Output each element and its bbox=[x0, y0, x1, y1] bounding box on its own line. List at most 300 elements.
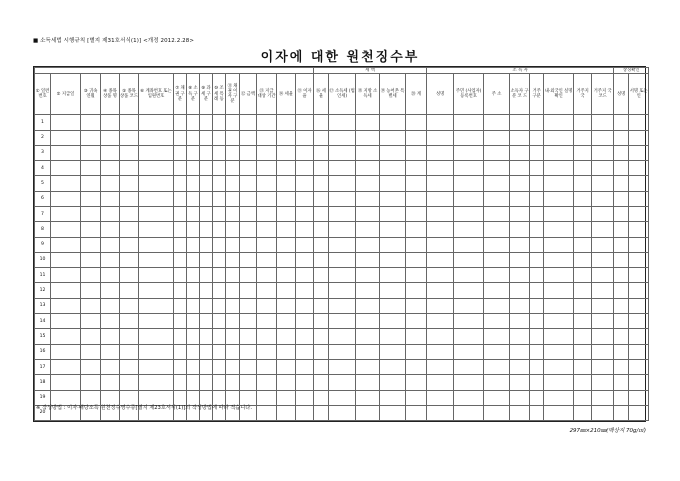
entry-cell[interactable] bbox=[356, 390, 380, 405]
entry-cell[interactable] bbox=[454, 191, 484, 206]
entry-cell[interactable] bbox=[81, 283, 101, 298]
entry-cell[interactable] bbox=[120, 359, 139, 374]
entry-cell[interactable] bbox=[329, 375, 356, 390]
entry-cell[interactable] bbox=[120, 130, 139, 145]
entry-cell[interactable] bbox=[510, 359, 530, 374]
entry-cell[interactable] bbox=[240, 329, 257, 344]
entry-cell[interactable] bbox=[592, 268, 614, 283]
entry-cell[interactable] bbox=[51, 222, 81, 237]
entry-cell[interactable] bbox=[510, 222, 530, 237]
entry-cell[interactable] bbox=[200, 206, 213, 221]
entry-cell[interactable] bbox=[257, 283, 277, 298]
entry-cell[interactable] bbox=[592, 115, 614, 130]
entry-cell[interactable] bbox=[81, 268, 101, 283]
entry-cell[interactable] bbox=[406, 161, 427, 176]
entry-cell[interactable] bbox=[380, 298, 406, 313]
entry-cell[interactable] bbox=[139, 268, 174, 283]
entry-cell[interactable] bbox=[614, 115, 629, 130]
entry-cell[interactable] bbox=[101, 344, 120, 359]
entry-cell[interactable] bbox=[406, 130, 427, 145]
entry-cell[interactable] bbox=[427, 222, 454, 237]
entry-cell[interactable] bbox=[380, 314, 406, 329]
entry-cell[interactable] bbox=[240, 115, 257, 130]
entry-cell[interactable] bbox=[277, 390, 296, 405]
entry-cell[interactable] bbox=[101, 237, 120, 252]
entry-cell[interactable] bbox=[240, 268, 257, 283]
entry-cell[interactable] bbox=[510, 145, 530, 160]
entry-cell[interactable] bbox=[277, 161, 296, 176]
entry-cell[interactable] bbox=[406, 405, 427, 420]
entry-cell[interactable] bbox=[240, 298, 257, 313]
entry-cell[interactable] bbox=[510, 176, 530, 191]
entry-cell[interactable] bbox=[187, 206, 200, 221]
entry-cell[interactable] bbox=[277, 145, 296, 160]
entry-cell[interactable] bbox=[277, 314, 296, 329]
entry-cell[interactable] bbox=[213, 222, 226, 237]
entry-cell[interactable] bbox=[356, 268, 380, 283]
entry-cell[interactable] bbox=[51, 329, 81, 344]
entry-cell[interactable] bbox=[329, 314, 356, 329]
entry-cell[interactable] bbox=[406, 375, 427, 390]
entry-cell[interactable] bbox=[240, 314, 257, 329]
entry-cell[interactable] bbox=[296, 405, 314, 420]
entry-cell[interactable] bbox=[484, 145, 510, 160]
entry-cell[interactable] bbox=[530, 237, 544, 252]
entry-cell[interactable] bbox=[277, 405, 296, 420]
entry-cell[interactable] bbox=[530, 222, 544, 237]
entry-cell[interactable] bbox=[406, 252, 427, 267]
entry-cell[interactable] bbox=[296, 161, 314, 176]
entry-cell[interactable] bbox=[187, 222, 200, 237]
entry-cell[interactable] bbox=[314, 298, 329, 313]
entry-cell[interactable] bbox=[51, 359, 81, 374]
entry-cell[interactable] bbox=[484, 298, 510, 313]
entry-cell[interactable] bbox=[329, 130, 356, 145]
entry-cell[interactable] bbox=[187, 298, 200, 313]
entry-cell[interactable] bbox=[614, 130, 629, 145]
entry-cell[interactable] bbox=[187, 130, 200, 145]
entry-cell[interactable] bbox=[296, 176, 314, 191]
entry-cell[interactable] bbox=[296, 329, 314, 344]
entry-cell[interactable] bbox=[240, 176, 257, 191]
entry-cell[interactable] bbox=[454, 329, 484, 344]
entry-cell[interactable] bbox=[174, 329, 187, 344]
entry-cell[interactable] bbox=[187, 115, 200, 130]
entry-cell[interactable] bbox=[427, 252, 454, 267]
entry-cell[interactable] bbox=[296, 298, 314, 313]
entry-cell[interactable] bbox=[240, 375, 257, 390]
entry-cell[interactable] bbox=[51, 252, 81, 267]
entry-cell[interactable] bbox=[174, 222, 187, 237]
entry-cell[interactable] bbox=[530, 145, 544, 160]
entry-cell[interactable] bbox=[213, 145, 226, 160]
entry-cell[interactable] bbox=[314, 283, 329, 298]
entry-cell[interactable] bbox=[614, 206, 629, 221]
entry-cell[interactable] bbox=[380, 390, 406, 405]
entry-cell[interactable] bbox=[277, 176, 296, 191]
entry-cell[interactable] bbox=[454, 283, 484, 298]
entry-cell[interactable] bbox=[574, 115, 592, 130]
entry-cell[interactable] bbox=[592, 405, 614, 420]
entry-cell[interactable] bbox=[592, 161, 614, 176]
entry-cell[interactable] bbox=[101, 252, 120, 267]
entry-cell[interactable] bbox=[240, 222, 257, 237]
entry-cell[interactable] bbox=[139, 298, 174, 313]
entry-cell[interactable] bbox=[314, 145, 329, 160]
entry-cell[interactable] bbox=[574, 176, 592, 191]
entry-cell[interactable] bbox=[240, 206, 257, 221]
entry-cell[interactable] bbox=[329, 237, 356, 252]
entry-cell[interactable] bbox=[484, 252, 510, 267]
entry-cell[interactable] bbox=[356, 359, 380, 374]
entry-cell[interactable] bbox=[574, 161, 592, 176]
entry-cell[interactable] bbox=[296, 344, 314, 359]
entry-cell[interactable] bbox=[226, 237, 240, 252]
entry-cell[interactable] bbox=[81, 375, 101, 390]
entry-cell[interactable] bbox=[629, 206, 649, 221]
entry-cell[interactable] bbox=[454, 145, 484, 160]
entry-cell[interactable] bbox=[614, 283, 629, 298]
entry-cell[interactable] bbox=[592, 222, 614, 237]
entry-cell[interactable] bbox=[314, 314, 329, 329]
entry-cell[interactable] bbox=[329, 298, 356, 313]
entry-cell[interactable] bbox=[592, 390, 614, 405]
entry-cell[interactable] bbox=[213, 115, 226, 130]
entry-cell[interactable] bbox=[484, 161, 510, 176]
entry-cell[interactable] bbox=[484, 405, 510, 420]
entry-cell[interactable] bbox=[427, 161, 454, 176]
entry-cell[interactable] bbox=[574, 344, 592, 359]
entry-cell[interactable] bbox=[427, 115, 454, 130]
entry-cell[interactable] bbox=[544, 161, 574, 176]
entry-cell[interactable] bbox=[530, 268, 544, 283]
entry-cell[interactable] bbox=[314, 115, 329, 130]
entry-cell[interactable] bbox=[427, 390, 454, 405]
entry-cell[interactable] bbox=[629, 359, 649, 374]
entry-cell[interactable] bbox=[314, 176, 329, 191]
entry-cell[interactable] bbox=[213, 329, 226, 344]
entry-cell[interactable] bbox=[544, 390, 574, 405]
entry-cell[interactable] bbox=[574, 298, 592, 313]
entry-cell[interactable] bbox=[200, 268, 213, 283]
entry-cell[interactable] bbox=[257, 314, 277, 329]
entry-cell[interactable] bbox=[614, 390, 629, 405]
entry-cell[interactable] bbox=[329, 390, 356, 405]
entry-cell[interactable] bbox=[81, 314, 101, 329]
entry-cell[interactable] bbox=[226, 191, 240, 206]
entry-cell[interactable] bbox=[614, 252, 629, 267]
entry-cell[interactable] bbox=[592, 298, 614, 313]
entry-cell[interactable] bbox=[329, 176, 356, 191]
entry-cell[interactable] bbox=[296, 283, 314, 298]
entry-cell[interactable] bbox=[454, 390, 484, 405]
entry-cell[interactable] bbox=[174, 237, 187, 252]
entry-cell[interactable] bbox=[380, 237, 406, 252]
entry-cell[interactable] bbox=[81, 161, 101, 176]
entry-cell[interactable] bbox=[101, 329, 120, 344]
entry-cell[interactable] bbox=[510, 206, 530, 221]
entry-cell[interactable] bbox=[213, 283, 226, 298]
entry-cell[interactable] bbox=[101, 206, 120, 221]
entry-cell[interactable] bbox=[629, 375, 649, 390]
entry-cell[interactable] bbox=[530, 390, 544, 405]
entry-cell[interactable] bbox=[277, 237, 296, 252]
entry-cell[interactable] bbox=[380, 375, 406, 390]
entry-cell[interactable] bbox=[120, 344, 139, 359]
entry-cell[interactable] bbox=[406, 206, 427, 221]
entry-cell[interactable] bbox=[629, 283, 649, 298]
entry-cell[interactable] bbox=[187, 283, 200, 298]
entry-cell[interactable] bbox=[200, 115, 213, 130]
entry-cell[interactable] bbox=[101, 359, 120, 374]
entry-cell[interactable] bbox=[277, 298, 296, 313]
entry-cell[interactable] bbox=[174, 298, 187, 313]
entry-cell[interactable] bbox=[81, 115, 101, 130]
entry-cell[interactable] bbox=[530, 344, 544, 359]
entry-cell[interactable] bbox=[614, 191, 629, 206]
entry-cell[interactable] bbox=[356, 314, 380, 329]
entry-cell[interactable] bbox=[510, 283, 530, 298]
entry-cell[interactable] bbox=[187, 161, 200, 176]
entry-cell[interactable] bbox=[240, 359, 257, 374]
entry-cell[interactable] bbox=[574, 375, 592, 390]
entry-cell[interactable] bbox=[51, 344, 81, 359]
entry-cell[interactable] bbox=[226, 130, 240, 145]
entry-cell[interactable] bbox=[296, 375, 314, 390]
entry-cell[interactable] bbox=[213, 375, 226, 390]
entry-cell[interactable] bbox=[187, 191, 200, 206]
entry-cell[interactable] bbox=[406, 298, 427, 313]
entry-cell[interactable] bbox=[406, 237, 427, 252]
entry-cell[interactable] bbox=[139, 283, 174, 298]
entry-cell[interactable] bbox=[277, 268, 296, 283]
entry-cell[interactable] bbox=[530, 130, 544, 145]
entry-cell[interactable] bbox=[226, 283, 240, 298]
entry-cell[interactable] bbox=[51, 268, 81, 283]
entry-cell[interactable] bbox=[314, 344, 329, 359]
entry-cell[interactable] bbox=[296, 206, 314, 221]
entry-cell[interactable] bbox=[510, 237, 530, 252]
entry-cell[interactable] bbox=[454, 206, 484, 221]
entry-cell[interactable] bbox=[544, 314, 574, 329]
entry-cell[interactable] bbox=[257, 252, 277, 267]
entry-cell[interactable] bbox=[427, 359, 454, 374]
entry-cell[interactable] bbox=[484, 283, 510, 298]
entry-cell[interactable] bbox=[257, 161, 277, 176]
entry-cell[interactable] bbox=[174, 206, 187, 221]
entry-cell[interactable] bbox=[200, 145, 213, 160]
entry-cell[interactable] bbox=[257, 359, 277, 374]
entry-cell[interactable] bbox=[101, 268, 120, 283]
entry-cell[interactable] bbox=[51, 206, 81, 221]
entry-cell[interactable] bbox=[629, 268, 649, 283]
entry-cell[interactable] bbox=[380, 252, 406, 267]
entry-cell[interactable] bbox=[314, 191, 329, 206]
entry-cell[interactable] bbox=[614, 237, 629, 252]
entry-cell[interactable] bbox=[277, 252, 296, 267]
entry-cell[interactable] bbox=[200, 329, 213, 344]
entry-cell[interactable] bbox=[139, 237, 174, 252]
entry-cell[interactable] bbox=[614, 344, 629, 359]
entry-cell[interactable] bbox=[427, 298, 454, 313]
entry-cell[interactable] bbox=[277, 329, 296, 344]
entry-cell[interactable] bbox=[277, 222, 296, 237]
entry-cell[interactable] bbox=[240, 130, 257, 145]
entry-cell[interactable] bbox=[120, 145, 139, 160]
entry-cell[interactable] bbox=[544, 359, 574, 374]
entry-cell[interactable] bbox=[510, 252, 530, 267]
entry-cell[interactable] bbox=[510, 390, 530, 405]
entry-cell[interactable] bbox=[510, 298, 530, 313]
entry-cell[interactable] bbox=[213, 268, 226, 283]
entry-cell[interactable] bbox=[314, 206, 329, 221]
entry-cell[interactable] bbox=[81, 130, 101, 145]
entry-cell[interactable] bbox=[240, 145, 257, 160]
entry-cell[interactable] bbox=[187, 252, 200, 267]
entry-cell[interactable] bbox=[329, 115, 356, 130]
entry-cell[interactable] bbox=[614, 298, 629, 313]
entry-cell[interactable] bbox=[213, 344, 226, 359]
entry-cell[interactable] bbox=[406, 283, 427, 298]
entry-cell[interactable] bbox=[213, 130, 226, 145]
entry-cell[interactable] bbox=[454, 314, 484, 329]
entry-cell[interactable] bbox=[484, 390, 510, 405]
entry-cell[interactable] bbox=[277, 130, 296, 145]
entry-cell[interactable] bbox=[81, 344, 101, 359]
entry-cell[interactable] bbox=[530, 314, 544, 329]
entry-cell[interactable] bbox=[277, 344, 296, 359]
entry-cell[interactable] bbox=[544, 329, 574, 344]
entry-cell[interactable] bbox=[213, 176, 226, 191]
entry-cell[interactable] bbox=[592, 314, 614, 329]
entry-cell[interactable] bbox=[200, 283, 213, 298]
entry-cell[interactable] bbox=[240, 237, 257, 252]
entry-cell[interactable] bbox=[484, 268, 510, 283]
entry-cell[interactable] bbox=[454, 115, 484, 130]
entry-cell[interactable] bbox=[139, 145, 174, 160]
entry-cell[interactable] bbox=[510, 314, 530, 329]
entry-cell[interactable] bbox=[544, 268, 574, 283]
entry-cell[interactable] bbox=[81, 176, 101, 191]
entry-cell[interactable] bbox=[257, 145, 277, 160]
entry-cell[interactable] bbox=[427, 268, 454, 283]
entry-cell[interactable] bbox=[574, 268, 592, 283]
entry-cell[interactable] bbox=[592, 375, 614, 390]
entry-cell[interactable] bbox=[380, 344, 406, 359]
entry-cell[interactable] bbox=[484, 176, 510, 191]
entry-cell[interactable] bbox=[257, 390, 277, 405]
entry-cell[interactable] bbox=[314, 161, 329, 176]
entry-cell[interactable] bbox=[614, 222, 629, 237]
entry-cell[interactable] bbox=[101, 115, 120, 130]
entry-cell[interactable] bbox=[213, 298, 226, 313]
entry-cell[interactable] bbox=[544, 222, 574, 237]
entry-cell[interactable] bbox=[380, 359, 406, 374]
entry-cell[interactable] bbox=[187, 314, 200, 329]
entry-cell[interactable] bbox=[51, 237, 81, 252]
entry-cell[interactable] bbox=[510, 375, 530, 390]
entry-cell[interactable] bbox=[406, 390, 427, 405]
entry-cell[interactable] bbox=[592, 237, 614, 252]
entry-cell[interactable] bbox=[427, 405, 454, 420]
entry-cell[interactable] bbox=[101, 314, 120, 329]
entry-cell[interactable] bbox=[257, 176, 277, 191]
entry-cell[interactable] bbox=[81, 359, 101, 374]
entry-cell[interactable] bbox=[120, 222, 139, 237]
entry-cell[interactable] bbox=[454, 161, 484, 176]
entry-cell[interactable] bbox=[139, 314, 174, 329]
entry-cell[interactable] bbox=[454, 268, 484, 283]
entry-cell[interactable] bbox=[544, 206, 574, 221]
entry-cell[interactable] bbox=[101, 222, 120, 237]
entry-cell[interactable] bbox=[81, 206, 101, 221]
entry-cell[interactable] bbox=[257, 206, 277, 221]
entry-cell[interactable] bbox=[314, 390, 329, 405]
entry-cell[interactable] bbox=[427, 344, 454, 359]
entry-cell[interactable] bbox=[544, 115, 574, 130]
entry-cell[interactable] bbox=[101, 145, 120, 160]
entry-cell[interactable] bbox=[530, 252, 544, 267]
entry-cell[interactable] bbox=[329, 405, 356, 420]
entry-cell[interactable] bbox=[592, 191, 614, 206]
entry-cell[interactable] bbox=[427, 130, 454, 145]
entry-cell[interactable] bbox=[51, 115, 81, 130]
entry-cell[interactable] bbox=[614, 375, 629, 390]
entry-cell[interactable] bbox=[454, 237, 484, 252]
entry-cell[interactable] bbox=[101, 375, 120, 390]
entry-cell[interactable] bbox=[427, 191, 454, 206]
entry-cell[interactable] bbox=[226, 329, 240, 344]
entry-cell[interactable] bbox=[120, 191, 139, 206]
entry-cell[interactable] bbox=[356, 206, 380, 221]
entry-cell[interactable] bbox=[174, 130, 187, 145]
entry-cell[interactable] bbox=[101, 161, 120, 176]
entry-cell[interactable] bbox=[380, 206, 406, 221]
entry-cell[interactable] bbox=[314, 405, 329, 420]
entry-cell[interactable] bbox=[592, 344, 614, 359]
entry-cell[interactable] bbox=[454, 344, 484, 359]
entry-cell[interactable] bbox=[614, 329, 629, 344]
entry-cell[interactable] bbox=[174, 359, 187, 374]
entry-cell[interactable] bbox=[592, 145, 614, 160]
entry-cell[interactable] bbox=[406, 176, 427, 191]
entry-cell[interactable] bbox=[81, 298, 101, 313]
entry-cell[interactable] bbox=[592, 252, 614, 267]
entry-cell[interactable] bbox=[380, 405, 406, 420]
entry-cell[interactable] bbox=[427, 176, 454, 191]
entry-cell[interactable] bbox=[356, 191, 380, 206]
entry-cell[interactable] bbox=[356, 161, 380, 176]
entry-cell[interactable] bbox=[187, 268, 200, 283]
entry-cell[interactable] bbox=[484, 222, 510, 237]
entry-cell[interactable] bbox=[406, 344, 427, 359]
entry-cell[interactable] bbox=[240, 252, 257, 267]
entry-cell[interactable] bbox=[174, 191, 187, 206]
entry-cell[interactable] bbox=[314, 329, 329, 344]
entry-cell[interactable] bbox=[51, 130, 81, 145]
entry-cell[interactable] bbox=[139, 375, 174, 390]
entry-cell[interactable] bbox=[200, 222, 213, 237]
entry-cell[interactable] bbox=[629, 222, 649, 237]
entry-cell[interactable] bbox=[530, 329, 544, 344]
entry-cell[interactable] bbox=[51, 145, 81, 160]
entry-cell[interactable] bbox=[296, 252, 314, 267]
entry-cell[interactable] bbox=[174, 283, 187, 298]
entry-cell[interactable] bbox=[544, 191, 574, 206]
entry-cell[interactable] bbox=[200, 176, 213, 191]
entry-cell[interactable] bbox=[240, 191, 257, 206]
entry-cell[interactable] bbox=[226, 252, 240, 267]
